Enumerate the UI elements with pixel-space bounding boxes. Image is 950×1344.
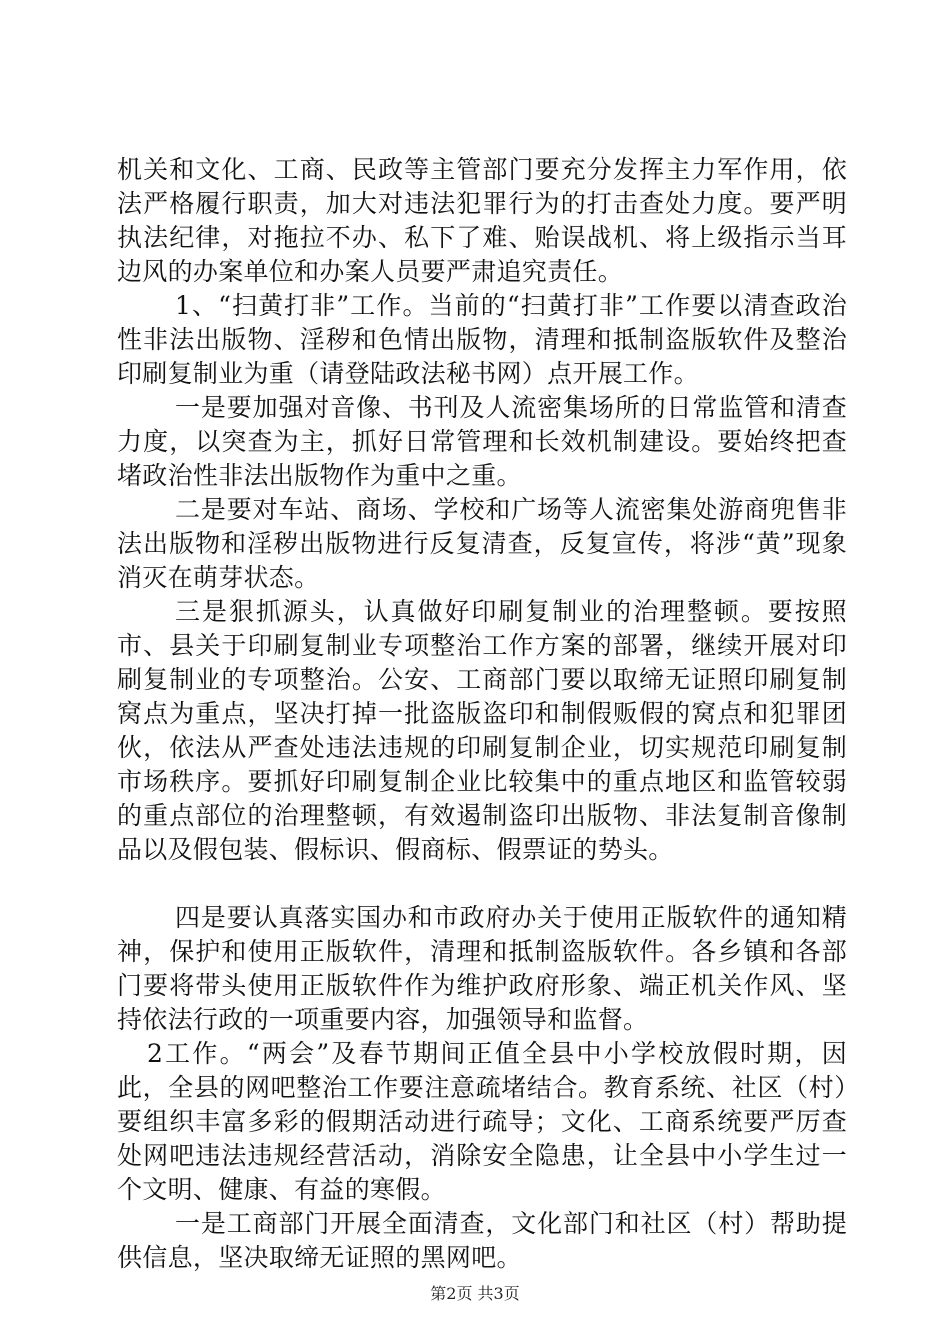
paragraph-continuation: 机关和文化、工商、民政等主管部门要充分发挥主力军作用，依法严格履行职责，加大对违法犯罪行为的打击查处力度。要严明执法纪律，对拖拉不办、私下了难、贻误战机、将上级指示当耳边风的办案单位和办案人员要严肃追究责任。 bbox=[117, 155, 847, 286]
paragraph-item-1: 一是要加强对音像、书刊及人流密集场所的日常监管和清查力度，以突查为主，抓好日常管理和长效机制建设。要始终把查堵政治性非法出版物作为重中之重。 bbox=[117, 393, 847, 490]
page-footer: 第2页 共3页 bbox=[430, 1284, 520, 1303]
paragraph-section-2-item-1: 一是工商部门开展全面清查，文化部门和社区（村）帮助提供信息，坚决取缔无证照的黑网吧。 bbox=[117, 1209, 847, 1272]
paragraph-item-4: 四是要认真落实国办和市政府办关于使用正版软件的通知精神，保护和使用正版软件，清理和抵制盗版软件。各乡镇和各部门要将带头使用正版软件作为维护政府形象、端正机关作风、坚持依法行政的一项重要内容，加强领导和监督。 bbox=[117, 903, 847, 1034]
paragraph-item-3: 三是狠抓源头，认真做好印刷复制业的治理整顿。要按照市、县关于印刷复制业专项整治工作方案的部署，继续开展对印刷复制业的专项整治。公安、工商部门要以取缔无证照印刷复制窝点为重点，坚决打掉一批盗版盗印和制假贩假的窝点和犯罪团伙，依法从严查处违法违规的印刷复制企业，切实规范印刷复制市场秩序。要抓好印刷复制企业比较集中的重点地区和监管较弱的重点部位的治理整顿，有效遏制盗印出版物、非法复制音像制品以及假包装、假标识、假商标、假票证的势头。 bbox=[117, 597, 847, 864]
paragraph-section-2: 2工作。“两会”及春节期间正值全县中小学校放假时期，因此，全县的网吧整治工作要注意疏堵结合。教育系统、社区（村）要组织丰富多彩的假期活动进行疏导；文化、工商系统要严厉查处网吧违法违规经营活动，消除安全隐患，让全县中小学生过一个文明、健康、有益的寒假。 bbox=[117, 1039, 847, 1204]
paragraph-section-1: 1、“扫黄打非”工作。当前的“扫黄打非”工作要以清查政治性非法出版物、淫秽和色情出版物，清理和抵制盗版软件及整治印刷复制业为重（请登陆政法秘书网）点开展工作。 bbox=[117, 291, 847, 388]
paragraph-item-2: 二是要对车站、商场、学校和广场等人流密集处游商兜售非法出版物和淫秽出版物进行反复清查，反复宣传，将涉“黄”现象消灭在萌芽状态。 bbox=[117, 495, 847, 592]
document-body bbox=[117, 153, 847, 1275]
